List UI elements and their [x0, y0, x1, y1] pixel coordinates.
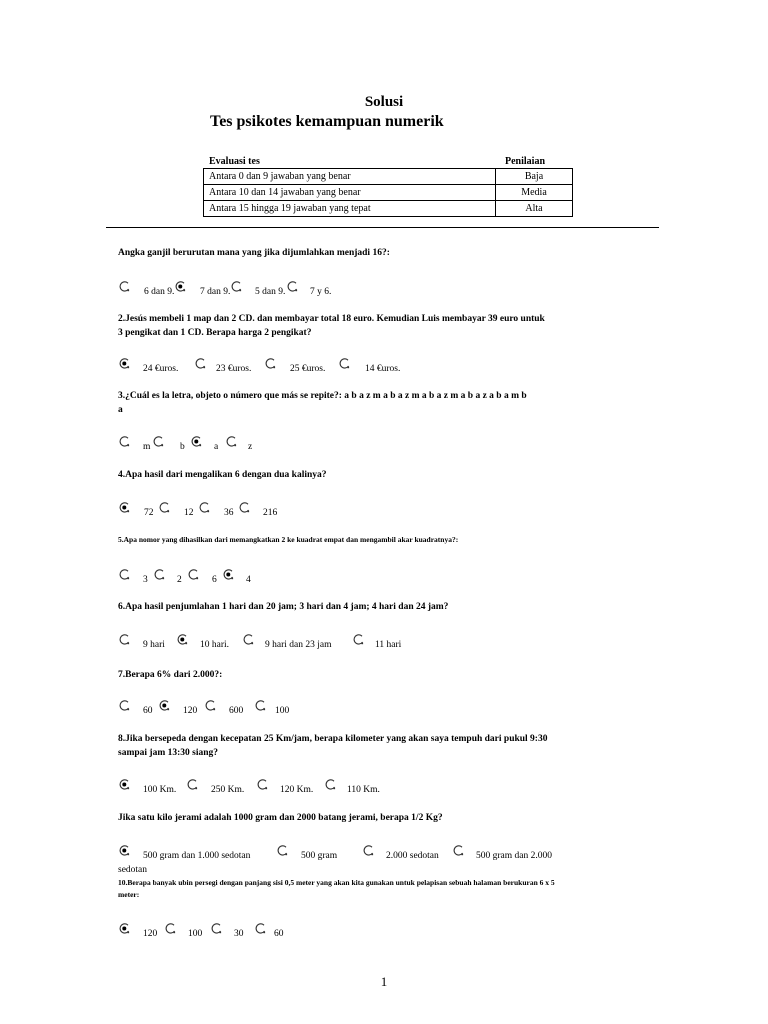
radio-unchecked-icon[interactable]: [254, 922, 267, 935]
question-5-options: [118, 568, 578, 586]
radio-option-label: 7 y 6.: [310, 287, 332, 297]
radio-option-label: 72: [144, 508, 154, 518]
radio-unchecked-icon[interactable]: [198, 501, 211, 514]
radio-unchecked-icon[interactable]: [152, 435, 165, 448]
question-9-option-wrap: sedotan: [118, 865, 148, 875]
question-6-text: 6.Apa hasil penjumlahan 1 hari dan 20 jam; 3 hari dan 4 jam; 4 hari dan 24 jam?: [118, 602, 449, 612]
question-6-options: [118, 633, 578, 651]
question-10-text: 10.Berapa banyak ubin persegi dengan panjang sisi 0,5 meter yang akan kita gunakan untuk pelapisan sebuah halaman berukuran 6 x 5 meter:: [118, 878, 555, 899]
radio-option-label: 11 hari: [375, 640, 402, 650]
radio-checked-icon[interactable]: [118, 501, 131, 514]
radio-option-label: 12: [184, 508, 194, 518]
radio-option-label: b: [180, 442, 185, 452]
radio-option-label: 500 gram dan 2.000: [476, 851, 552, 861]
radio-option-label: 100 Km.: [143, 785, 177, 795]
radio-option-label: 2.000 sedotan: [386, 851, 439, 861]
table-cell: Antara 0 dan 9 jawaban yang benar: [204, 169, 496, 185]
radio-unchecked-icon[interactable]: [210, 922, 223, 935]
radio-unchecked-icon[interactable]: [194, 357, 207, 370]
question-1-text: Angka ganjil berurutan mana yang jika dijumlahkan menjadi 16?:: [118, 248, 390, 258]
radio-option-label: 23 €uros.: [216, 364, 252, 374]
radio-unchecked-icon[interactable]: [276, 844, 289, 857]
radio-option-label: 6 dan 9.: [144, 287, 175, 297]
question-4-options: [118, 501, 578, 519]
question-2-options: [118, 357, 578, 375]
table-row: [204, 201, 573, 217]
question-3-options: [118, 435, 578, 453]
table-cell: Antara 15 hingga 19 jawaban yang tepat: [204, 201, 496, 217]
radio-option-label: 5 dan 9.: [255, 287, 286, 297]
radio-unchecked-icon[interactable]: [164, 922, 177, 935]
question-8-text: 8.Jika bersepeda dengan kecepatan 25 Km/jam, berapa kilometer yang akan saya tempuh dari pukul 9:30 sampai jam 13:30 siang?: [118, 734, 548, 758]
question-3-text: 3.¿Cuál es la letra, objeto o número que más se repite?: a b a z m a b a z m a b a z m a b a z a b a m b a: [118, 391, 527, 415]
radio-checked-icon[interactable]: [118, 844, 131, 857]
radio-option-label: a: [214, 442, 219, 452]
radio-option-label: 9 hari dan 23 jam: [265, 640, 332, 650]
table-row: [204, 185, 573, 201]
question-7-options: [118, 699, 578, 717]
radio-option-label: 60: [274, 929, 284, 939]
page-subtitle: Tes psikotes kemampuan numerik: [210, 113, 444, 130]
radio-unchecked-icon[interactable]: [286, 280, 299, 293]
radio-option-label: z: [248, 442, 253, 452]
question-1-options: [118, 280, 578, 298]
radio-option-label: 2: [177, 575, 182, 585]
radio-unchecked-icon[interactable]: [118, 280, 131, 293]
question-9-text: Jika satu kilo jerami adalah 1000 gram dan 2000 batang jerami, berapa 1/2 Kg?: [118, 813, 443, 823]
radio-unchecked-icon[interactable]: [324, 778, 337, 791]
radio-option-label: 600: [229, 706, 244, 716]
radio-checked-icon[interactable]: [118, 778, 131, 791]
radio-option-label: 500 gram: [301, 851, 338, 861]
radio-option-label: 30: [234, 929, 244, 939]
radio-option-label: 6: [212, 575, 217, 585]
radio-unchecked-icon[interactable]: [452, 844, 465, 857]
radio-option-label: 120 Km.: [280, 785, 314, 795]
radio-unchecked-icon[interactable]: [254, 699, 267, 712]
divider: [106, 227, 659, 228]
radio-unchecked-icon[interactable]: [158, 501, 171, 514]
question-2-text: 2.Jesús membeli 1 map dan 2 CD. dan membayar total 18 euro. Kemudian Luis membayar 39 euro untuk 3 pengikat dan 1 CD. Berapa harga 2 pengikat?: [118, 314, 545, 338]
table-cell: Baja: [496, 169, 573, 185]
radio-unchecked-icon[interactable]: [186, 778, 199, 791]
radio-option-label: 10 hari.: [200, 640, 230, 650]
radio-unchecked-icon[interactable]: [264, 357, 277, 370]
radio-unchecked-icon[interactable]: [225, 435, 238, 448]
question-5-text: 5.Apa nomor yang dihasilkan dari memangkatkan 2 ke kuadrat empat dan mengambil akar kuadratnya?:: [118, 535, 459, 544]
radio-unchecked-icon[interactable]: [256, 778, 269, 791]
radio-option-label: 24 €uros.: [143, 364, 179, 374]
question-4-text: 4.Apa hasil dari mengalikan 6 dengan dua kalinya?: [118, 470, 327, 480]
radio-unchecked-icon[interactable]: [242, 633, 255, 646]
question-10-options: [118, 922, 578, 940]
radio-checked-icon[interactable]: [158, 699, 171, 712]
table-cell: Media: [496, 185, 573, 201]
radio-option-label: 500 gram dan 1.000 sedotan: [143, 851, 251, 861]
evaluation-table: [203, 168, 573, 217]
radio-unchecked-icon[interactable]: [118, 568, 131, 581]
evaluation-header-test: Evaluasi tes: [209, 156, 260, 167]
radio-unchecked-icon[interactable]: [187, 568, 200, 581]
question-7-text: 7.Berapa 6% dari 2.000?:: [118, 670, 223, 680]
radio-unchecked-icon[interactable]: [204, 699, 217, 712]
radio-checked-icon[interactable]: [176, 633, 189, 646]
radio-option-label: 25 €uros.: [290, 364, 326, 374]
page-title: Solusi: [364, 94, 404, 110]
page-number: 1: [380, 974, 388, 989]
table-cell: Alta: [496, 201, 573, 217]
radio-option-label: 60: [143, 706, 153, 716]
table-row: [204, 169, 573, 185]
radio-unchecked-icon[interactable]: [352, 633, 365, 646]
radio-option-label: 216: [263, 508, 278, 518]
radio-unchecked-icon[interactable]: [238, 501, 251, 514]
radio-checked-icon[interactable]: [118, 357, 131, 370]
radio-option-label: 9 hari: [143, 640, 165, 650]
question-8-options: [118, 778, 578, 796]
radio-unchecked-icon[interactable]: [118, 699, 131, 712]
radio-unchecked-icon[interactable]: [362, 844, 375, 857]
radio-checked-icon[interactable]: [118, 922, 131, 935]
radio-option-label: 7 dan 9.: [200, 287, 231, 297]
radio-unchecked-icon[interactable]: [338, 357, 351, 370]
radio-option-label: 14 €uros.: [365, 364, 401, 374]
question-9-options: [118, 844, 578, 862]
table-cell: Antara 10 dan 14 jawaban yang benar: [204, 185, 496, 201]
radio-option-label: 100: [275, 706, 290, 716]
radio-checked-icon[interactable]: [222, 568, 235, 581]
radio-option-label: 120: [183, 706, 198, 716]
radio-option-label: 36: [224, 508, 234, 518]
radio-option-label: 120: [143, 929, 158, 939]
radio-unchecked-icon[interactable]: [118, 435, 131, 448]
radio-option-label: m: [143, 442, 151, 452]
radio-unchecked-icon[interactable]: [230, 280, 243, 293]
radio-option-label: 100: [188, 929, 203, 939]
radio-option-label: 3: [143, 575, 148, 585]
radio-option-label: 110 Km.: [347, 785, 380, 795]
radio-unchecked-icon[interactable]: [118, 633, 131, 646]
radio-option-label: 250 Km.: [211, 785, 245, 795]
radio-checked-icon[interactable]: [190, 435, 203, 448]
radio-unchecked-icon[interactable]: [153, 568, 166, 581]
radio-option-label: 4: [246, 575, 251, 585]
radio-checked-icon[interactable]: [174, 280, 187, 293]
evaluation-header-grade: Penilaian: [505, 156, 546, 167]
